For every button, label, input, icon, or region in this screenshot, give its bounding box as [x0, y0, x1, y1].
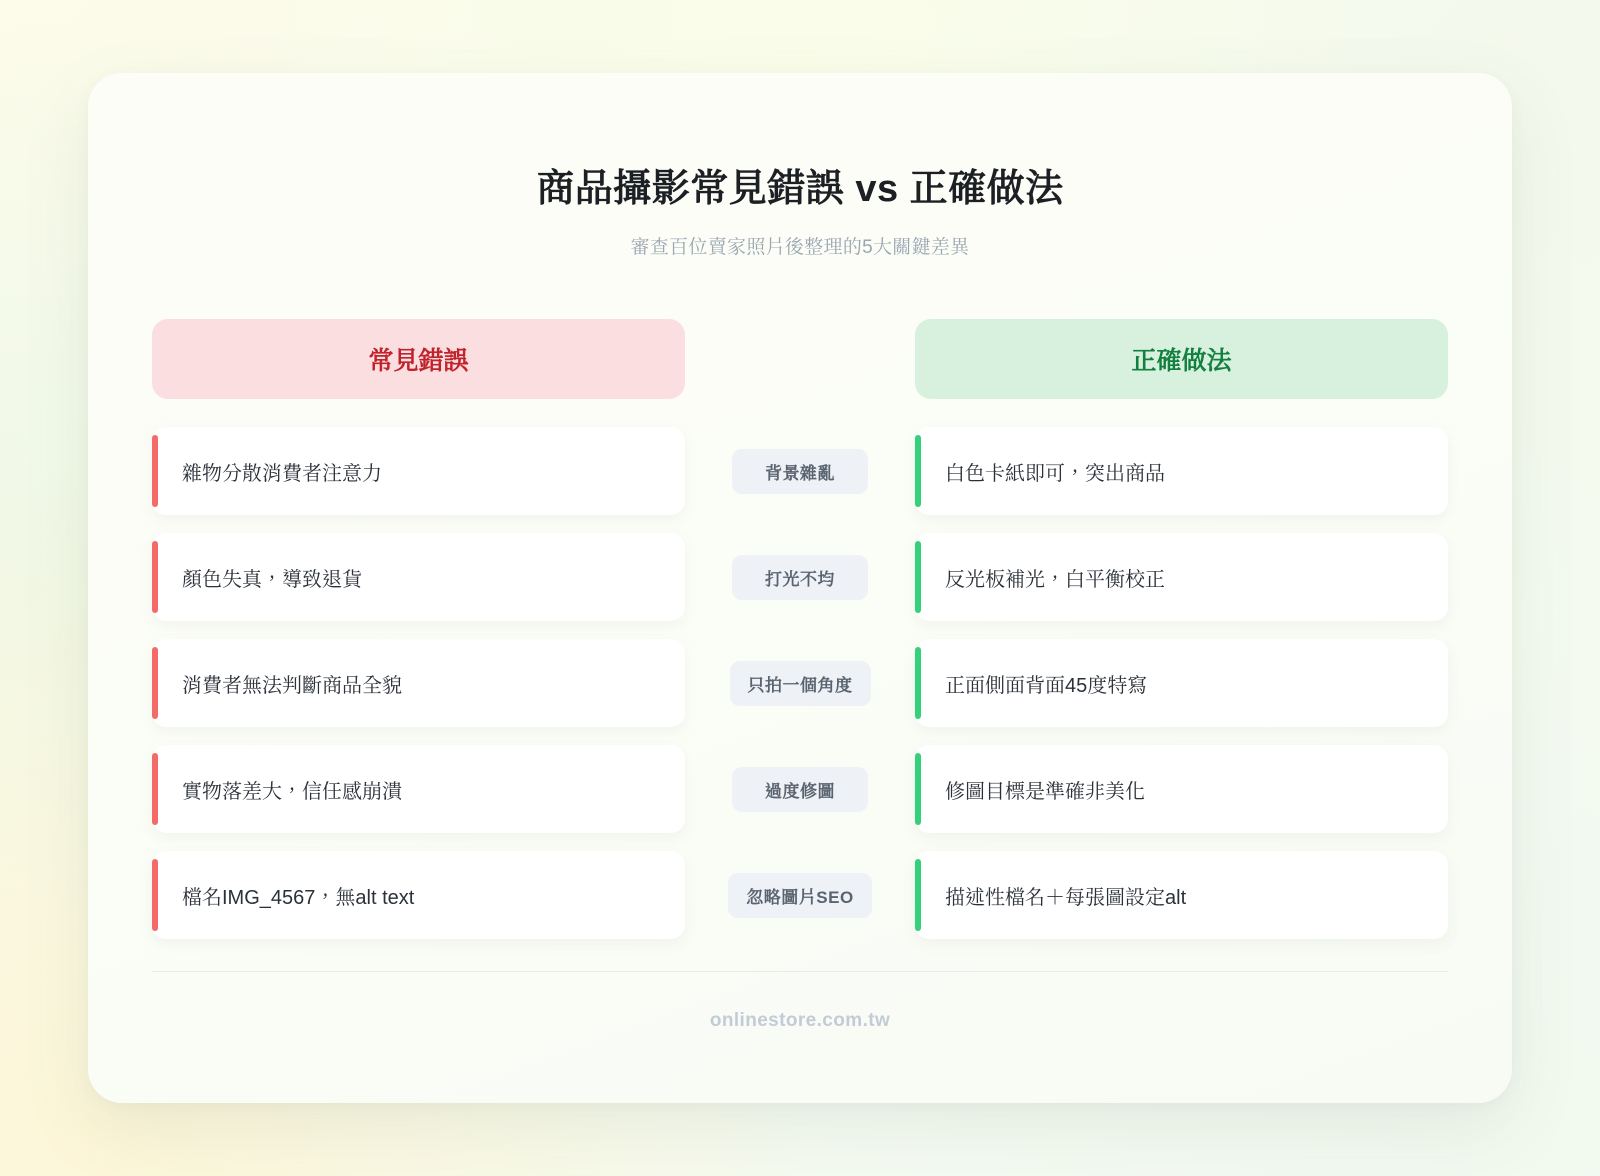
row-topic-label: 忽略圖片SEO [728, 873, 871, 918]
column-headings [152, 319, 1448, 399]
infographic-card [88, 73, 1512, 1103]
correct-cell: 修圖目標是準確非美化 [915, 745, 1448, 833]
row-topic-label: 打光不均 [732, 555, 868, 600]
comparison-row [152, 427, 1448, 515]
footer-divider [152, 971, 1448, 972]
source-label: onlinestore.com.tw [709, 1010, 891, 1031]
correct-cell: 白色卡紙即可，突出商品 [915, 427, 1448, 515]
page-subtitle: 審查百位賣家照片後整理的5大關鍵差異 [630, 237, 970, 258]
mistake-cell: 雜物分散消費者注意力 [152, 427, 685, 515]
column-heading-correct: 正確做法 [915, 319, 1448, 399]
page-title: 商品攝影常見錯誤 vs 正確做法 [536, 168, 1064, 210]
correct-cell: 反光板補光，白平衡校正 [915, 533, 1448, 621]
correct-cell: 描述性檔名＋每張圖設定alt [915, 851, 1448, 939]
comparison-rows [152, 427, 1448, 939]
row-topic-label: 背景雜亂 [732, 449, 868, 494]
comparison-row [152, 851, 1448, 939]
correct-cell: 正面側面背面45度特寫 [915, 639, 1448, 727]
column-heading-mistakes: 常見錯誤 [152, 319, 685, 399]
row-topic-label: 過度修圖 [732, 767, 868, 812]
mistake-cell: 實物落差大，信任感崩潰 [152, 745, 685, 833]
mistake-cell: 消費者無法判斷商品全貌 [152, 639, 685, 727]
header [152, 157, 1448, 259]
comparison-row [152, 533, 1448, 621]
row-topic-label: 只拍一個角度 [730, 661, 871, 706]
mistake-cell: 顏色失真，導致退貨 [152, 533, 685, 621]
comparison-row [152, 745, 1448, 833]
comparison-row [152, 639, 1448, 727]
mistake-cell: 檔名IMG_4567，無alt text [152, 851, 685, 939]
